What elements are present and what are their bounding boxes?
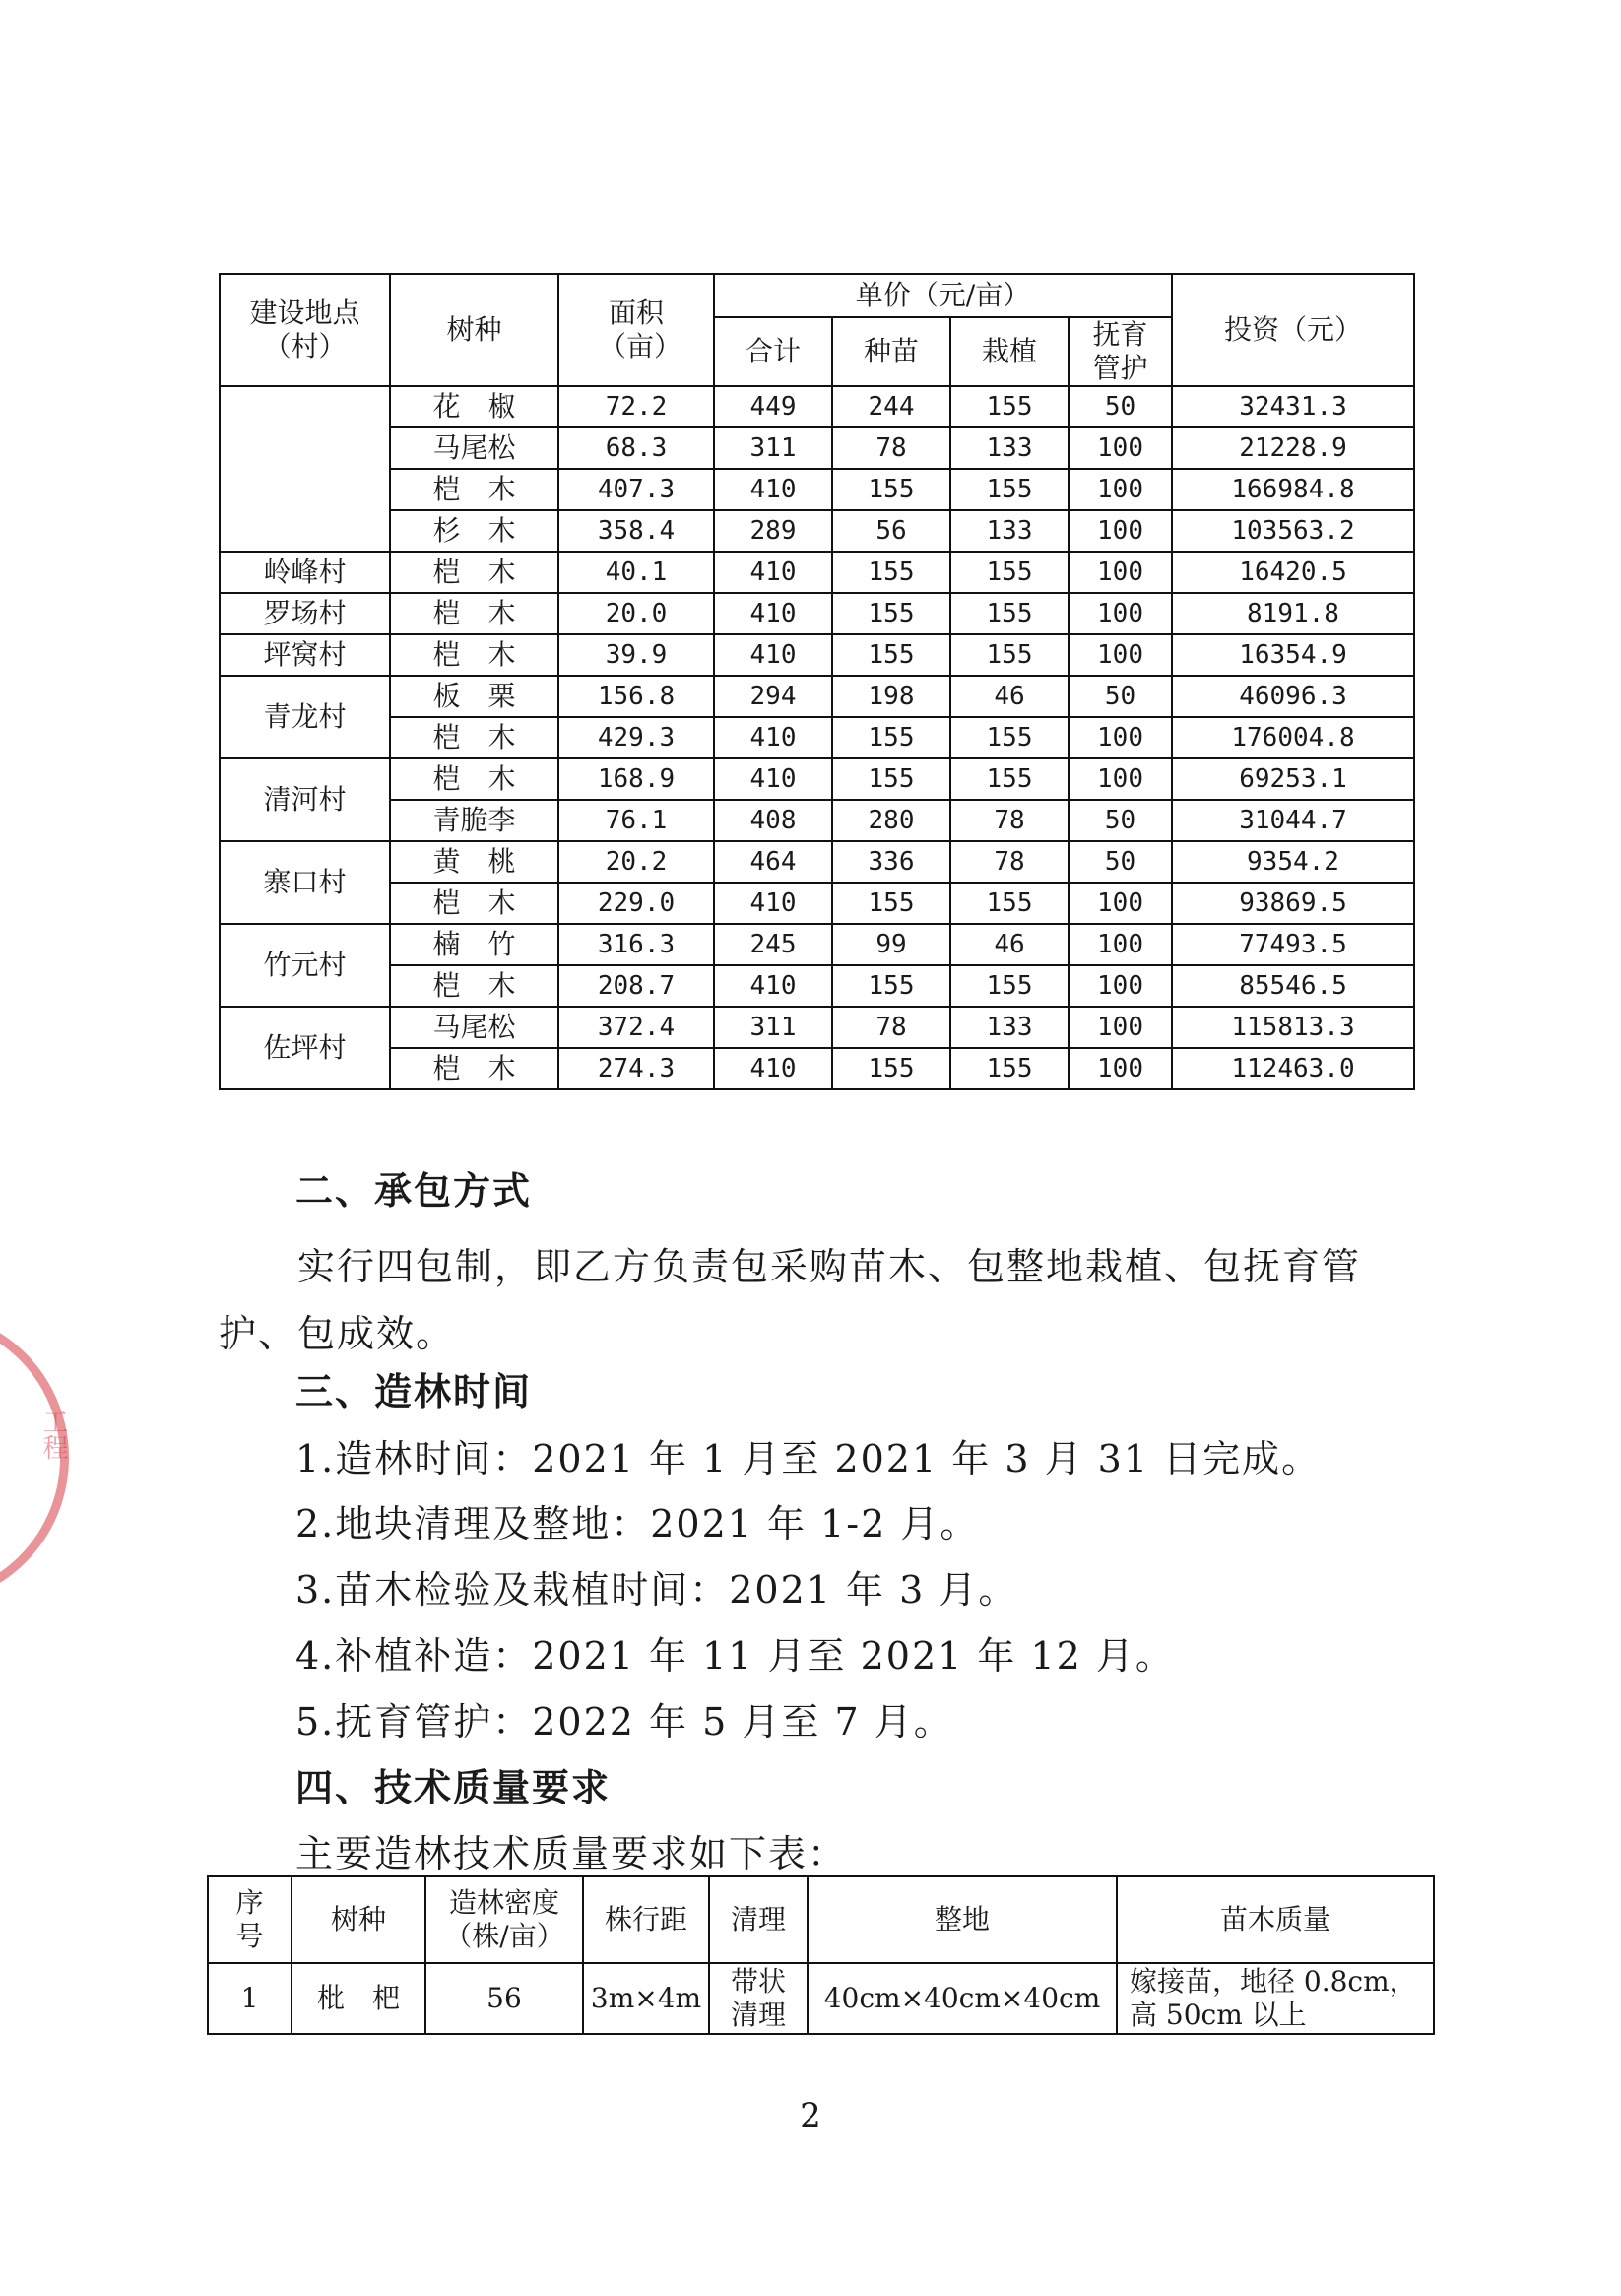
value-cell: 39.9 (558, 634, 714, 676)
value-cell: 449 (714, 386, 832, 427)
schedule-item: 4.补植补造：2021 年 11 月至 2021 年 12 月。 (295, 1634, 1175, 1677)
value-cell: 155 (950, 1048, 1069, 1089)
village-cell: 岭峰村 (220, 552, 390, 593)
table-row (208, 1963, 1434, 2034)
table-row (220, 1048, 1414, 1089)
value-cell: 155 (832, 634, 950, 676)
header-investment: 投资（元） (1172, 274, 1414, 386)
value-cell: 155 (950, 634, 1069, 676)
species-cell: 板 栗 (390, 676, 558, 717)
value-cell: 155 (832, 965, 950, 1007)
value-cell: 78 (950, 800, 1069, 841)
header-area: 面积（亩） (558, 274, 714, 386)
value-cell: 78 (832, 1007, 950, 1048)
value-cell: 155 (832, 552, 950, 593)
page-number: 2 (800, 2096, 821, 2135)
header-location: 建设地点（村） (220, 274, 390, 386)
value-cell: 155 (832, 469, 950, 510)
value-cell: 32431.3 (1172, 386, 1414, 427)
header-tending: 抚育管护 (1069, 317, 1172, 386)
value-cell: 100 (1069, 552, 1172, 593)
species-cell: 桤 木 (390, 717, 558, 758)
header-index: 序号 (208, 1876, 292, 1963)
value-cell: 198 (832, 676, 950, 717)
value-cell: 50 (1069, 841, 1172, 883)
value-cell: 410 (714, 1048, 832, 1089)
value-cell: 46096.3 (1172, 676, 1414, 717)
table-cell: 3m×4m (583, 1963, 709, 2034)
value-cell: 46 (950, 924, 1069, 965)
value-cell: 69253.1 (1172, 758, 1414, 800)
value-cell: 100 (1069, 1007, 1172, 1048)
value-cell: 100 (1069, 510, 1172, 552)
header-site-prep: 整地 (808, 1876, 1117, 1963)
value-cell: 155 (950, 883, 1069, 924)
village-cell: 清河村 (220, 758, 390, 841)
table-row (220, 800, 1414, 841)
value-cell: 78 (950, 841, 1069, 883)
value-cell: 78 (832, 427, 950, 469)
value-cell: 208.7 (558, 965, 714, 1007)
value-cell: 245 (714, 924, 832, 965)
value-cell: 336 (832, 841, 950, 883)
header-spacing: 株行距 (583, 1876, 709, 1963)
value-cell: 155 (950, 386, 1069, 427)
value-cell: 103563.2 (1172, 510, 1414, 552)
value-cell: 56 (832, 510, 950, 552)
schedule-item: 5.抚育管护：2022 年 5 月至 7 月。 (295, 1700, 953, 1743)
value-cell: 280 (832, 800, 950, 841)
value-cell: 407.3 (558, 469, 714, 510)
species-cell: 桤 木 (390, 469, 558, 510)
header-seedling: 种苗 (832, 317, 950, 386)
value-cell: 229.0 (558, 883, 714, 924)
table-row (220, 758, 1414, 800)
value-cell: 410 (714, 965, 832, 1007)
table-row (220, 924, 1414, 965)
species-cell: 桤 木 (390, 634, 558, 676)
value-cell: 85546.5 (1172, 965, 1414, 1007)
value-cell: 50 (1069, 800, 1172, 841)
value-cell: 100 (1069, 717, 1172, 758)
table-row (220, 593, 1414, 634)
value-cell: 20.0 (558, 593, 714, 634)
value-cell: 100 (1069, 924, 1172, 965)
value-cell: 112463.0 (1172, 1048, 1414, 1089)
value-cell: 311 (714, 1007, 832, 1048)
value-cell: 133 (950, 1007, 1069, 1048)
species-cell: 黄 桃 (390, 841, 558, 883)
value-cell: 156.8 (558, 676, 714, 717)
seal-text: 工程 (38, 1409, 68, 1460)
table-cell: 1 (208, 1963, 292, 2034)
value-cell: 410 (714, 883, 832, 924)
table-cell: 枇 杷 (292, 1963, 425, 2034)
value-cell: 100 (1069, 965, 1172, 1007)
table-row (220, 552, 1414, 593)
table-cell: 带状清理 (709, 1963, 808, 2034)
value-cell: 464 (714, 841, 832, 883)
value-cell: 155 (950, 758, 1069, 800)
value-cell: 155 (950, 593, 1069, 634)
table-cell: 56 (425, 1963, 583, 2034)
value-cell: 155 (950, 552, 1069, 593)
table-row (220, 965, 1414, 1007)
value-cell: 68.3 (558, 427, 714, 469)
table-row (220, 717, 1414, 758)
species-cell: 桤 木 (390, 593, 558, 634)
section4-intro: 主要造林技术质量要求如下表： (295, 1832, 848, 1875)
table-row (220, 469, 1414, 510)
value-cell: 9354.2 (1172, 841, 1414, 883)
value-cell: 46 (950, 676, 1069, 717)
value-cell: 93869.5 (1172, 883, 1414, 924)
value-cell: 20.2 (558, 841, 714, 883)
value-cell: 372.4 (558, 1007, 714, 1048)
value-cell: 40.1 (558, 552, 714, 593)
header-species: 树种 (292, 1876, 425, 1963)
value-cell: 100 (1069, 469, 1172, 510)
species-cell: 桤 木 (390, 883, 558, 924)
table-cell: 40cm×40cm×40cm (808, 1963, 1117, 2034)
value-cell: 16354.9 (1172, 634, 1414, 676)
value-cell: 21228.9 (1172, 427, 1414, 469)
value-cell: 155 (832, 593, 950, 634)
species-cell: 桤 木 (390, 758, 558, 800)
village-cell: 佐坪村 (220, 1007, 390, 1089)
value-cell: 358.4 (558, 510, 714, 552)
value-cell: 408 (714, 800, 832, 841)
village-cell (220, 386, 390, 552)
value-cell: 99 (832, 924, 950, 965)
value-cell: 31044.7 (1172, 800, 1414, 841)
value-cell: 100 (1069, 883, 1172, 924)
schedule-item: 1.造林时间：2021 年 1 月至 2021 年 3 月 31 日完成。 (295, 1437, 1322, 1480)
village-cell: 青龙村 (220, 676, 390, 758)
value-cell: 166984.8 (1172, 469, 1414, 510)
header-density: 造林密度（株/亩） (425, 1876, 583, 1963)
table-row (220, 883, 1414, 924)
value-cell: 8191.8 (1172, 593, 1414, 634)
value-cell: 244 (832, 386, 950, 427)
table-row (220, 510, 1414, 552)
species-cell: 杉 木 (390, 510, 558, 552)
value-cell: 410 (714, 717, 832, 758)
value-cell: 100 (1069, 593, 1172, 634)
section4-heading: 四、技术质量要求 (295, 1765, 612, 1809)
species-cell: 桤 木 (390, 965, 558, 1007)
header-seedling-quality: 苗木质量 (1117, 1876, 1434, 1963)
value-cell: 50 (1069, 676, 1172, 717)
species-cell: 桤 木 (390, 552, 558, 593)
value-cell: 50 (1069, 386, 1172, 427)
table-cell: 嫁接苗，地径 0.8cm，高 50cm 以上 (1117, 1963, 1434, 2034)
value-cell: 100 (1069, 634, 1172, 676)
value-cell: 133 (950, 510, 1069, 552)
table-row (220, 841, 1414, 883)
value-cell: 176004.8 (1172, 717, 1414, 758)
value-cell: 115813.3 (1172, 1007, 1414, 1048)
value-cell: 410 (714, 634, 832, 676)
table-row (220, 1007, 1414, 1048)
species-cell: 桤 木 (390, 1048, 558, 1089)
village-cell: 坪窝村 (220, 634, 390, 676)
value-cell: 410 (714, 758, 832, 800)
quality-table (207, 1875, 1435, 2035)
species-cell: 楠 竹 (390, 924, 558, 965)
value-cell: 155 (832, 758, 950, 800)
header-clearing: 清理 (709, 1876, 808, 1963)
table-row (220, 634, 1414, 676)
value-cell: 294 (714, 676, 832, 717)
value-cell: 72.2 (558, 386, 714, 427)
value-cell: 100 (1069, 427, 1172, 469)
value-cell: 274.3 (558, 1048, 714, 1089)
investment-table-body (220, 386, 1414, 1089)
value-cell: 155 (950, 965, 1069, 1007)
value-cell: 410 (714, 593, 832, 634)
village-cell: 竹元村 (220, 924, 390, 1007)
value-cell: 155 (950, 469, 1069, 510)
section2-heading: 二、承包方式 (295, 1168, 533, 1213)
value-cell: 429.3 (558, 717, 714, 758)
section2-body: 实行四包制，即乙方负责包采购苗木、包整地栽植、包抚育管护、包成效。 (219, 1245, 1362, 1355)
schedule-item: 2.地块清理及整地：2021 年 1-2 月。 (295, 1502, 980, 1545)
value-cell: 133 (950, 427, 1069, 469)
value-cell: 155 (832, 883, 950, 924)
value-cell: 76.1 (558, 800, 714, 841)
schedule-item: 3.苗木检验及栽植时间：2021 年 3 月。 (295, 1568, 1018, 1611)
table-row (220, 386, 1414, 427)
value-cell: 316.3 (558, 924, 714, 965)
value-cell: 155 (832, 717, 950, 758)
value-cell: 100 (1069, 1048, 1172, 1089)
value-cell: 155 (832, 1048, 950, 1089)
species-cell: 青脆李 (390, 800, 558, 841)
header-species: 树种 (390, 274, 558, 386)
value-cell: 16420.5 (1172, 552, 1414, 593)
table-row (220, 427, 1414, 469)
value-cell: 155 (950, 717, 1069, 758)
value-cell: 410 (714, 552, 832, 593)
header-unit-price: 单价（元/亩） (714, 274, 1172, 317)
section3-heading: 三、造林时间 (295, 1369, 533, 1413)
value-cell: 100 (1069, 758, 1172, 800)
species-cell: 马尾松 (390, 427, 558, 469)
species-cell: 马尾松 (390, 1007, 558, 1048)
value-cell: 289 (714, 510, 832, 552)
value-cell: 311 (714, 427, 832, 469)
species-cell: 花 椒 (390, 386, 558, 427)
table-row (220, 676, 1414, 717)
village-cell: 罗场村 (220, 593, 390, 634)
value-cell: 77493.5 (1172, 924, 1414, 965)
investment-table (219, 273, 1415, 1090)
village-cell: 寨口村 (220, 841, 390, 924)
header-total: 合计 (714, 317, 832, 386)
value-cell: 410 (714, 469, 832, 510)
value-cell: 168.9 (558, 758, 714, 800)
header-planting: 栽植 (950, 317, 1069, 386)
